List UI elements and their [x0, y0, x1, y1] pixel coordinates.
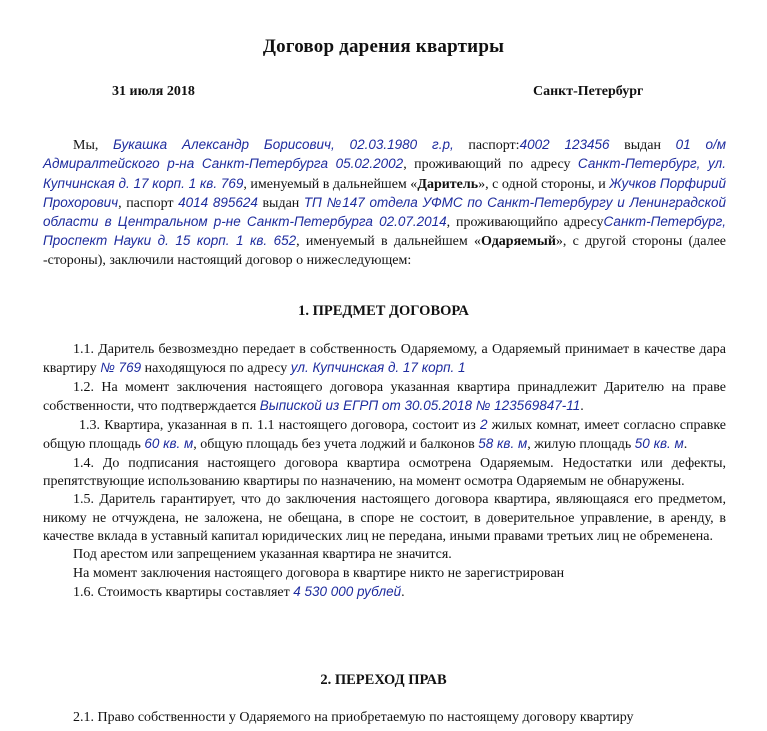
clause-text: , общую площадь без учета лоджий и балконов	[193, 437, 479, 453]
total-area: 60 кв. м	[144, 436, 194, 452]
preamble-text: , проживающийпо адресу	[446, 215, 604, 231]
apartment-address: ул. Купчинская д. 17 корп. 1	[290, 360, 466, 376]
preamble-text: », с одной стороны, и	[478, 176, 610, 192]
clause-text: , жилую площадь	[527, 437, 635, 453]
donor-name: Букашка Александр Борисович, 02.03.1980 г.р,	[112, 137, 454, 152]
ownership-document: Выпиской из ЕГРП от 30.05.2018 № 123569847-11	[259, 397, 581, 413]
clause-1-3	[43, 416, 726, 455]
apartment-price: 4 530 000 рублей	[293, 583, 402, 599]
contract-city: Санкт-Петербург	[533, 84, 644, 99]
preamble	[43, 136, 726, 270]
clause-text: находящуюся по адресу	[141, 361, 291, 377]
clause-1-2	[43, 379, 726, 417]
room-count: 2	[480, 417, 488, 433]
preamble-text: выдан	[609, 138, 676, 153]
clause-text: .	[580, 398, 584, 414]
clause-text: 1.1. Даритель безвозмездно передает в собственность Одаряемому, а Одаряемый принимает в качестве дара квартиру	[43, 342, 726, 377]
clause-text: 1.2. На момент заключения настоящего договора указанная квартира принадлежит Дарителю на праве собственности, что подтверждается	[43, 379, 726, 414]
contract-date: 31 июля 2018	[112, 84, 195, 99]
section-2-heading: 2. ПЕРЕХОД ПРАВ	[320, 672, 447, 688]
donee-passport: 4014 895624	[178, 194, 258, 210]
preamble-text: паспорт:	[453, 138, 520, 153]
area-without-balconies: 58 кв. м	[478, 436, 528, 452]
preamble-text: , паспорт	[118, 195, 179, 211]
clause-2-1: 2.1. Право собственности у Одаряемого на приобретаемую по настоящему договору квартиру	[73, 710, 634, 725]
preamble-text: , проживающий по адресу	[403, 157, 578, 173]
preamble-text: , именуемый в дальнейшем «	[296, 234, 481, 250]
clause-text: .	[401, 584, 405, 600]
clause-1-1	[43, 341, 726, 379]
clause-text: 1.3. Квартира, указанная в п. 1.1 настоящего договора, состоит из	[79, 418, 481, 434]
section-1-heading: 1. ПРЕДМЕТ ДОГОВОРА	[298, 303, 469, 319]
donor-passport: 4002 123456	[519, 137, 610, 152]
clause-text: 1.6. Стоимость квартиры составляет	[73, 584, 294, 600]
clause-1-4: 1.4. До подписания настоящего договора квартира осмотрена Одаряемым. Недостатки или дефекты, препятствующие использованию квартиры по назначению, на момент осмотра Одаряемым не обнаружены.	[43, 455, 726, 490]
living-area: 50 кв. м	[634, 436, 684, 452]
donee-address: Санкт-Петербург, Проспект Науки д. 15 корп. 1 кв. 652	[43, 214, 727, 249]
preamble-paragraph	[43, 136, 726, 270]
section-2-body	[43, 709, 726, 727]
donee-role: Одаряемый	[481, 234, 556, 250]
preamble-text: Мы,	[73, 138, 113, 153]
clause-text: жилых комнат, имеет согласно справке общую площадь	[43, 418, 726, 453]
clause-1-5: 1.5. Даритель гарантирует, что до заключения настоящего договора квартира, являющаяся его предметом, никому не отчуждена, не заложена, не обещана, в споре не состоит, в доверительное управление, в аренду, в качестве вклада в уставный капитал юридических лиц не передана, иными правами третьих лиц не обременена.	[43, 492, 726, 544]
donee-passport-issued: ТП №147 отдела УФМС по Санкт-Петербургу и Ленинградской области в Центральном р-не Санкт-Петербурга 02.07.2014	[43, 194, 726, 230]
donor-address: Санкт-Петербург, ул. Купчинская д. 17 корп. 1 кв. 769	[43, 156, 727, 191]
preamble-text: , именуемый в дальнейшем «	[243, 176, 418, 192]
donor-passport-issued: 01 о/м Адмиралтейского р-на Санкт-Петербурга 05.02.2002	[43, 137, 726, 172]
clause-1-5-registered: На момент заключения настоящего договора в квартире никто не зарегистрирован	[73, 565, 565, 581]
clause-text: .	[683, 437, 688, 453]
clause-1-5-arrest: Под арестом или запрещением указанная квартира не значится.	[73, 547, 452, 563]
section-1-body	[43, 341, 726, 602]
donee-name: Жучков Порфирий Прохорович	[43, 175, 726, 210]
preamble-text: », с другой стороны (далее -стороны), заключили настоящий договор о нижеследующем:	[43, 234, 727, 268]
document-title: Договор дарения квартиры	[262, 36, 505, 57]
apartment-number: № 769	[100, 360, 142, 376]
donor-role: Даритель	[417, 176, 479, 192]
preamble-text: выдан	[257, 195, 304, 211]
clause-1-6	[43, 583, 726, 602]
